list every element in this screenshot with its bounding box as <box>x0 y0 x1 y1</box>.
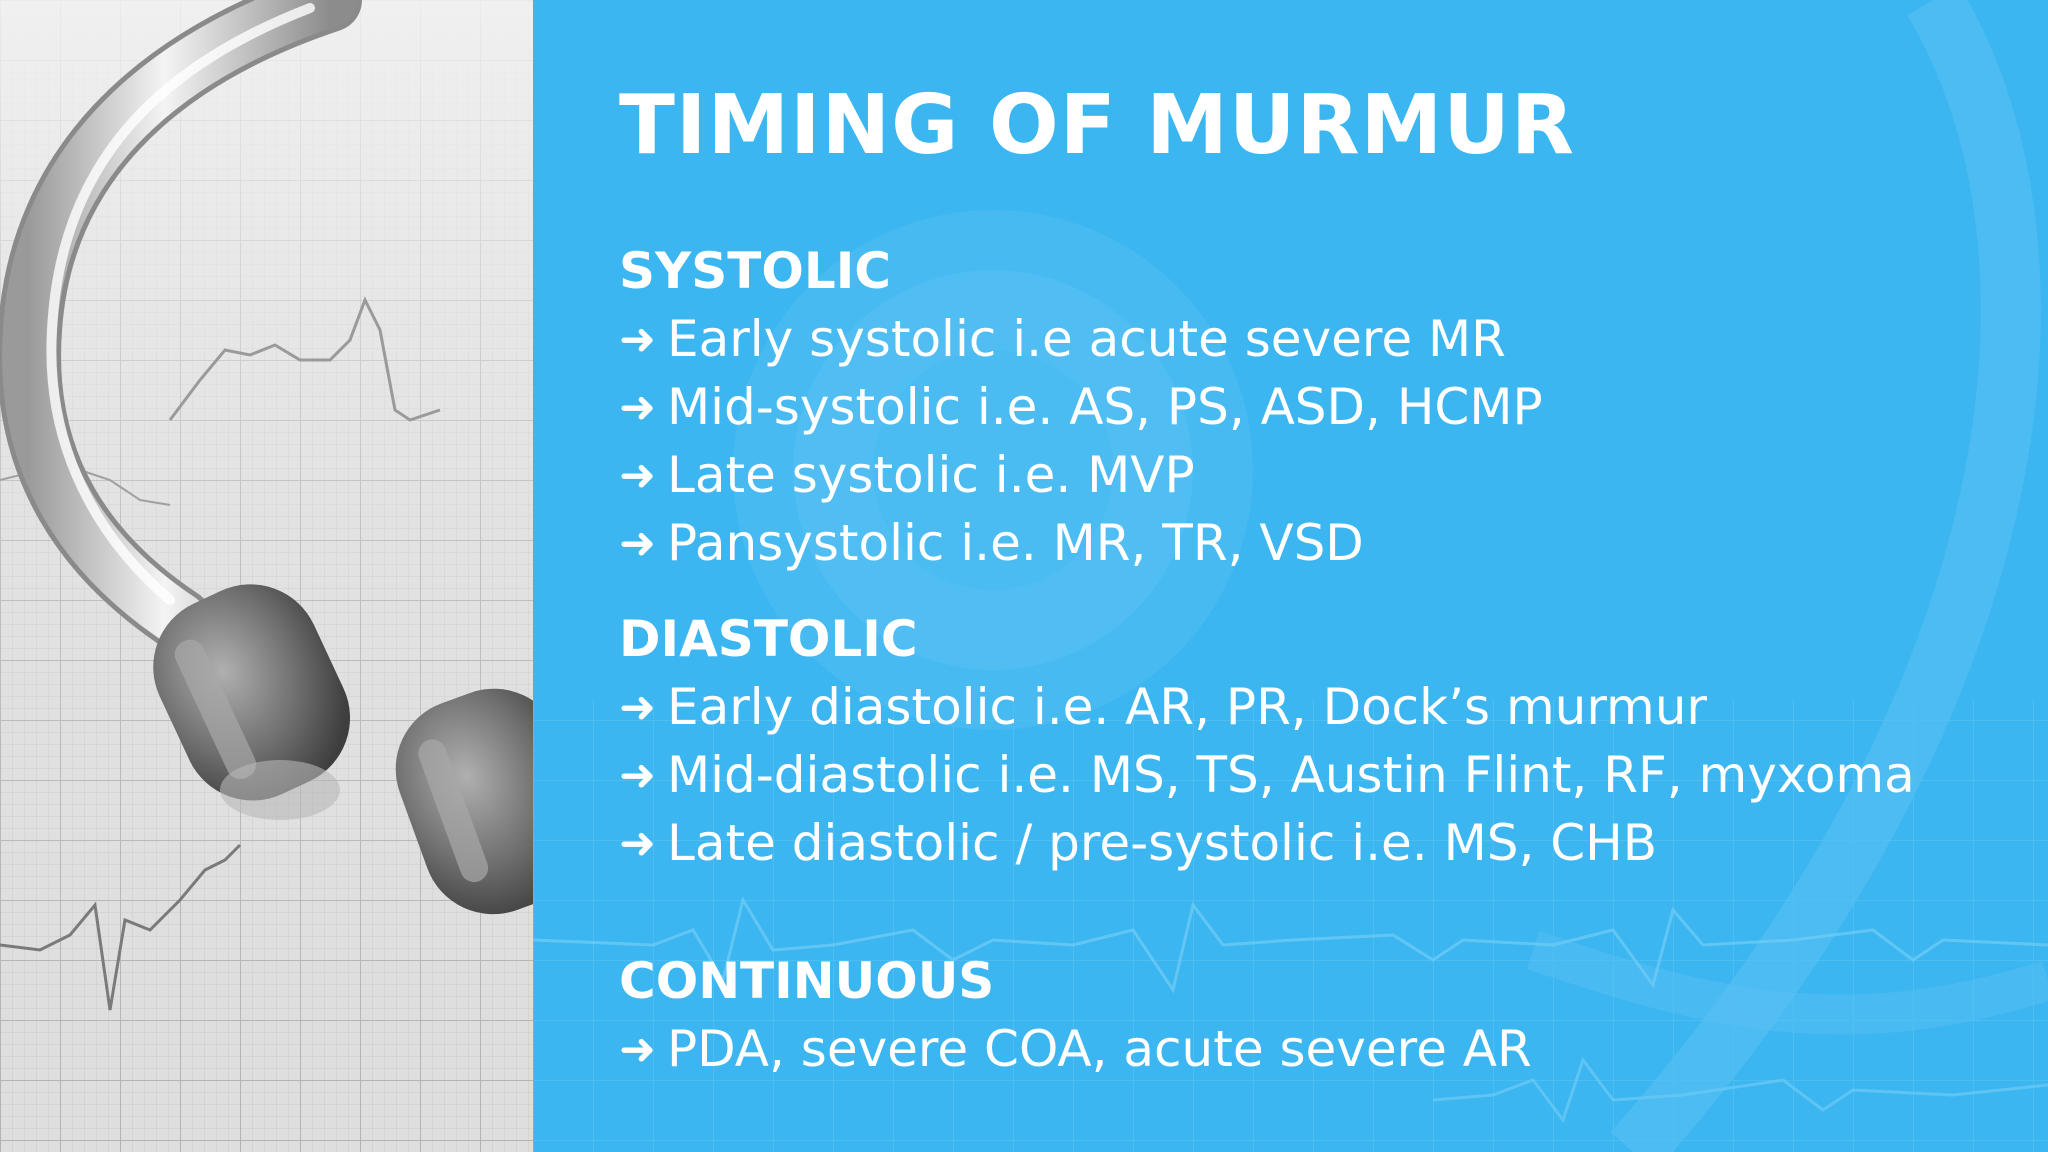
list-item-text: Pansystolic i.e. MR, TR, VSD <box>667 514 1364 572</box>
arrow-icon: ➜ <box>619 749 656 801</box>
arrow-icon: ➜ <box>619 817 656 869</box>
list-item <box>619 678 1707 736</box>
section-heading-systolic: SYSTOLIC <box>619 242 891 300</box>
list-item <box>619 378 1543 436</box>
arrow-icon: ➜ <box>619 1023 656 1075</box>
list-item-text: Early systolic i.e acute severe MR <box>667 310 1506 368</box>
section-heading-continuous: CONTINUOUS <box>619 952 995 1010</box>
list-item-text: Late diastolic / pre-systolic i.e. MS, CHB <box>667 814 1658 872</box>
list-item <box>619 310 1506 368</box>
stethoscope-ecg-image <box>0 0 533 1152</box>
list-item-text: Early diastolic i.e. AR, PR, Dock’s murmur <box>667 678 1707 736</box>
slide-title: TIMING OF MURMUR <box>619 78 1575 173</box>
list-item-text: PDA, severe COA, acute severe AR <box>667 1020 1532 1078</box>
arrow-icon: ➜ <box>619 681 656 733</box>
list-item-text: Mid-systolic i.e. AS, PS, ASD, HCMP <box>667 378 1543 436</box>
arrow-icon: ➜ <box>619 313 656 365</box>
arrow-icon: ➜ <box>619 517 656 569</box>
list-item <box>619 814 1657 872</box>
list-item <box>619 446 1195 504</box>
arrow-icon: ➜ <box>619 449 656 501</box>
content-panel <box>533 0 2048 1152</box>
arrow-icon: ➜ <box>619 381 656 433</box>
section-heading-diastolic: DIASTOLIC <box>619 610 918 668</box>
list-item-text: Late systolic i.e. MVP <box>667 446 1195 504</box>
list-item <box>619 1020 1532 1078</box>
list-item <box>619 514 1364 572</box>
list-item-text: Mid-diastolic i.e. MS, TS, Austin Flint, RF, myxoma <box>667 746 1915 804</box>
list-item <box>619 746 1915 804</box>
